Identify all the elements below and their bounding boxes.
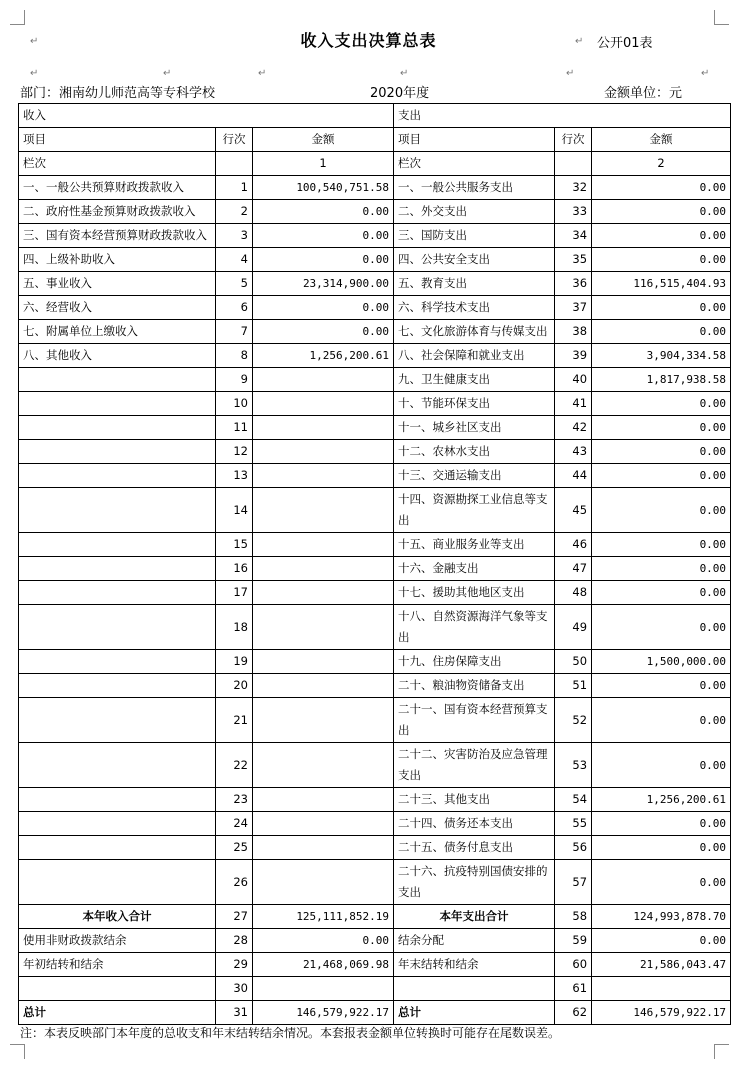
expense-line-header: 行次	[555, 128, 592, 152]
income-amount: 0.00	[253, 200, 394, 224]
income-amount	[253, 836, 394, 860]
table-row	[19, 698, 731, 743]
income-expense-table	[18, 103, 731, 1025]
income-amount	[253, 977, 394, 1001]
table-row	[19, 296, 731, 320]
income-item-header: 项目	[19, 128, 216, 152]
income-line-number: 23	[216, 788, 253, 812]
amount-unit: 金额单位：元	[604, 86, 683, 101]
expense-line-number: 43	[555, 440, 592, 464]
expense-grand-total-amount: 146,579,922.17	[592, 1001, 731, 1025]
table-row	[19, 224, 731, 248]
expense-line-number: 51	[555, 674, 592, 698]
income-item-label	[19, 557, 216, 581]
crop-mark-bottom-left	[10, 1044, 25, 1059]
department-label: 部门：湘南幼儿师范高等专科学校	[20, 86, 216, 101]
income-item-label	[19, 440, 216, 464]
income-item-label	[19, 533, 216, 557]
income-total-label: 本年收入合计	[19, 905, 216, 929]
expense-item-label: 十八、自然资源海洋气象等支出	[394, 605, 555, 650]
paragraph-mark-icon: ↵	[30, 36, 39, 47]
expense-item-label: 十一、城乡社区支出	[394, 416, 555, 440]
income-amount	[253, 581, 394, 605]
expense-amount: 116,515,404.93	[592, 272, 731, 296]
expense-grand-total-label: 总计	[394, 1001, 555, 1025]
expense-amount-header: 金额	[592, 128, 731, 152]
income-item-label	[19, 650, 216, 674]
paragraph-mark-icon: ↵	[400, 68, 409, 79]
income-line-number: 12	[216, 440, 253, 464]
income-line-number: 3	[216, 224, 253, 248]
income-item-label	[19, 488, 216, 533]
income-line-number: 30	[216, 977, 253, 1001]
table-row	[19, 812, 731, 836]
income-amount	[253, 392, 394, 416]
income-item-label: 七、附属单位上缴收入	[19, 320, 216, 344]
income-item-label: 使用非财政拨款结余	[19, 929, 216, 953]
income-item-label: 二、政府性基金预算财政拨款收入	[19, 200, 216, 224]
income-item-label	[19, 860, 216, 905]
expense-amount: 0.00	[592, 392, 731, 416]
income-item-label	[19, 605, 216, 650]
income-line-number: 19	[216, 650, 253, 674]
income-line-number: 5	[216, 272, 253, 296]
income-line-number: 29	[216, 953, 253, 977]
income-line-number: 14	[216, 488, 253, 533]
income-amount	[253, 464, 394, 488]
income-item-label	[19, 812, 216, 836]
income-item-label	[19, 743, 216, 788]
income-amount	[253, 860, 394, 905]
income-amount	[253, 812, 394, 836]
crop-mark-bottom-right	[714, 1044, 729, 1059]
income-grand-total-label: 总计	[19, 1001, 216, 1025]
income-amount: 0.00	[253, 248, 394, 272]
expense-amount	[592, 977, 731, 1001]
income-amount: 21,468,069.98	[253, 953, 394, 977]
expense-amount: 21,586,043.47	[592, 953, 731, 977]
income-line-number: 13	[216, 464, 253, 488]
income-amount	[253, 743, 394, 788]
expense-amount: 0.00	[592, 581, 731, 605]
expense-amount: 0.00	[592, 296, 731, 320]
income-amount	[253, 788, 394, 812]
expense-line-number: 33	[555, 200, 592, 224]
table-row	[19, 344, 731, 368]
expense-item-label: 十、节能环保支出	[394, 392, 555, 416]
income-amount: 0.00	[253, 320, 394, 344]
expense-column-label: 栏次	[394, 152, 555, 176]
income-item-label: 五、事业收入	[19, 272, 216, 296]
income-section-header: 收入	[19, 104, 394, 128]
income-line-number: 9	[216, 368, 253, 392]
table-row	[19, 440, 731, 464]
expense-item-label: 二、外交支出	[394, 200, 555, 224]
expense-line-number: 40	[555, 368, 592, 392]
paragraph-mark-icon: ↵	[163, 68, 172, 79]
expense-total-label: 本年支出合计	[394, 905, 555, 929]
expense-line-number: 47	[555, 557, 592, 581]
paragraph-mark-icon: ↵	[701, 68, 710, 79]
expense-amount: 0.00	[592, 743, 731, 788]
expense-amount: 0.00	[592, 812, 731, 836]
income-grand-total-line: 31	[216, 1001, 253, 1025]
expense-amount: 0.00	[592, 488, 731, 533]
table-row	[19, 953, 731, 977]
expense-item-label: 十七、援助其他地区支出	[394, 581, 555, 605]
income-item-label	[19, 836, 216, 860]
income-amount	[253, 698, 394, 743]
income-amount: 23,314,900.00	[253, 272, 394, 296]
expense-item-label: 二十三、其他支出	[394, 788, 555, 812]
expense-line-number: 38	[555, 320, 592, 344]
income-line-number: 20	[216, 674, 253, 698]
expense-line-number: 59	[555, 929, 592, 953]
expense-item-label: 二十六、抗疫特别国债安排的支出	[394, 860, 555, 905]
expense-line-number: 36	[555, 272, 592, 296]
income-line-number: 26	[216, 860, 253, 905]
income-line-number: 17	[216, 581, 253, 605]
expense-line-number: 41	[555, 392, 592, 416]
income-item-label: 年初结转和结余	[19, 953, 216, 977]
footnote: 注：本表反映部门本年度的总收支和年末结转结余情况。本套报表金额单位转换时可能存在尾数误差。	[20, 1026, 561, 1040]
expense-line-number: 45	[555, 488, 592, 533]
income-item-label: 六、经营收入	[19, 296, 216, 320]
income-amount	[253, 440, 394, 464]
table-row	[19, 464, 731, 488]
table-row	[19, 488, 731, 533]
expense-total-line: 58	[555, 905, 592, 929]
expense-item-label: 一、一般公共服务支出	[394, 176, 555, 200]
table-row	[19, 581, 731, 605]
income-line-number: 24	[216, 812, 253, 836]
income-item-label: 四、上级补助收入	[19, 248, 216, 272]
expense-amount: 0.00	[592, 200, 731, 224]
table-row	[19, 743, 731, 788]
page-title: 收入支出决算总表	[300, 31, 437, 50]
expense-line-number: 42	[555, 416, 592, 440]
expense-item-label	[394, 977, 555, 1001]
expense-line-number: 55	[555, 812, 592, 836]
income-item-label: 三、国有资本经营预算财政拨款收入	[19, 224, 216, 248]
grand-total-row	[19, 1001, 731, 1025]
income-item-label	[19, 464, 216, 488]
table-row	[19, 200, 731, 224]
expense-amount: 0.00	[592, 836, 731, 860]
expense-section-header: 支出	[394, 104, 731, 128]
income-amount	[253, 368, 394, 392]
expense-amount: 0.00	[592, 248, 731, 272]
paragraph-mark-icon: ↵	[566, 68, 575, 79]
crop-mark-top-left	[10, 10, 25, 25]
table-row	[19, 860, 731, 905]
expense-item-label: 八、社会保障和就业支出	[394, 344, 555, 368]
expense-column-index: 2	[592, 152, 731, 176]
income-line-number: 18	[216, 605, 253, 650]
income-amount	[253, 416, 394, 440]
income-item-label	[19, 581, 216, 605]
income-item-label: 一、一般公共预算财政拨款收入	[19, 176, 216, 200]
expense-item-label: 十四、资源勘探工业信息等支出	[394, 488, 555, 533]
expense-grand-total-line: 62	[555, 1001, 592, 1025]
expense-item-label: 十六、金融支出	[394, 557, 555, 581]
income-item-label	[19, 698, 216, 743]
column-header-row	[19, 128, 731, 152]
table-row	[19, 272, 731, 296]
income-amount	[253, 557, 394, 581]
income-line-number: 25	[216, 836, 253, 860]
expense-item-label: 十三、交通运输支出	[394, 464, 555, 488]
table-row	[19, 836, 731, 860]
expense-line-number: 32	[555, 176, 592, 200]
income-grand-total-amount: 146,579,922.17	[253, 1001, 394, 1025]
expense-item-label: 十二、农林水支出	[394, 440, 555, 464]
table-row	[19, 650, 731, 674]
income-amount	[253, 488, 394, 533]
expense-amount: 0.00	[592, 533, 731, 557]
income-line-number: 21	[216, 698, 253, 743]
expense-item-label: 二十、粮油物资储备支出	[394, 674, 555, 698]
income-column-index: 1	[253, 152, 394, 176]
expense-amount: 0.00	[592, 929, 731, 953]
income-item-label	[19, 392, 216, 416]
expense-amount: 1,817,938.58	[592, 368, 731, 392]
income-line-number: 22	[216, 743, 253, 788]
table-row	[19, 533, 731, 557]
section-header-row	[19, 104, 731, 128]
expense-item-label: 结余分配	[394, 929, 555, 953]
expense-line-number: 46	[555, 533, 592, 557]
paragraph-mark-icon: ↵	[30, 68, 39, 79]
table-row	[19, 392, 731, 416]
expense-item-label: 七、文化旅游体育与传媒支出	[394, 320, 555, 344]
income-amount: 0.00	[253, 929, 394, 953]
expense-amount: 0.00	[592, 464, 731, 488]
expense-amount: 1,256,200.61	[592, 788, 731, 812]
expense-line-number: 48	[555, 581, 592, 605]
fiscal-year: 2020年度	[370, 86, 430, 101]
income-line-number: 8	[216, 344, 253, 368]
expense-item-label: 二十五、债务付息支出	[394, 836, 555, 860]
expense-amount: 0.00	[592, 557, 731, 581]
expense-item-label: 十九、住房保障支出	[394, 650, 555, 674]
table-row	[19, 248, 731, 272]
column-index-row	[19, 152, 731, 176]
income-line-number: 28	[216, 929, 253, 953]
expense-line-number: 34	[555, 224, 592, 248]
expense-item-label: 三、国防支出	[394, 224, 555, 248]
expense-item-label: 六、科学技术支出	[394, 296, 555, 320]
expense-amount: 3,904,334.58	[592, 344, 731, 368]
income-line-number: 4	[216, 248, 253, 272]
income-line-header: 行次	[216, 128, 253, 152]
crop-mark-top-right	[714, 10, 729, 25]
expense-amount: 0.00	[592, 440, 731, 464]
income-item-label	[19, 788, 216, 812]
income-column-label: 栏次	[19, 152, 216, 176]
expense-item-label: 五、教育支出	[394, 272, 555, 296]
expense-amount: 0.00	[592, 176, 731, 200]
income-item-label	[19, 977, 216, 1001]
table-row	[19, 368, 731, 392]
table-row	[19, 557, 731, 581]
table-row	[19, 320, 731, 344]
expense-line-number: 56	[555, 836, 592, 860]
income-amount: 0.00	[253, 224, 394, 248]
expense-item-label: 年末结转和结余	[394, 953, 555, 977]
income-amount: 0.00	[253, 296, 394, 320]
income-item-label: 八、其他收入	[19, 344, 216, 368]
expense-item-header: 项目	[394, 128, 555, 152]
income-line-blank	[216, 152, 253, 176]
table-row	[19, 929, 731, 953]
expense-item-label: 二十二、灾害防治及应急管理支出	[394, 743, 555, 788]
table-row	[19, 605, 731, 650]
income-line-number: 11	[216, 416, 253, 440]
paragraph-mark-icon: ↵	[258, 68, 267, 79]
expense-line-number: 50	[555, 650, 592, 674]
expense-item-label: 九、卫生健康支出	[394, 368, 555, 392]
expense-amount: 0.00	[592, 320, 731, 344]
income-total-line: 27	[216, 905, 253, 929]
income-item-label	[19, 674, 216, 698]
expense-amount: 0.00	[592, 860, 731, 905]
expense-line-number: 53	[555, 743, 592, 788]
table-row	[19, 416, 731, 440]
expense-item-label: 二十一、国有资本经营预算支出	[394, 698, 555, 743]
expense-amount: 0.00	[592, 605, 731, 650]
expense-total-amount: 124,993,878.70	[592, 905, 731, 929]
expense-amount: 0.00	[592, 416, 731, 440]
income-amount: 1,256,200.61	[253, 344, 394, 368]
income-amount-header: 金额	[253, 128, 394, 152]
income-line-number: 7	[216, 320, 253, 344]
income-amount: 100,540,751.58	[253, 176, 394, 200]
income-line-number: 16	[216, 557, 253, 581]
expense-amount: 0.00	[592, 224, 731, 248]
expense-amount: 0.00	[592, 698, 731, 743]
income-amount	[253, 650, 394, 674]
expense-line-number: 44	[555, 464, 592, 488]
expense-amount: 0.00	[592, 674, 731, 698]
expense-line-number: 57	[555, 860, 592, 905]
paragraph-mark-icon: ↵	[575, 36, 584, 47]
expense-amount: 1,500,000.00	[592, 650, 731, 674]
expense-line-number: 52	[555, 698, 592, 743]
income-line-number: 15	[216, 533, 253, 557]
income-amount	[253, 533, 394, 557]
table-row	[19, 977, 731, 1001]
income-amount	[253, 605, 394, 650]
table-row	[19, 788, 731, 812]
income-line-number: 6	[216, 296, 253, 320]
income-line-number: 10	[216, 392, 253, 416]
income-item-label	[19, 416, 216, 440]
income-total-amount: 125,111,852.19	[253, 905, 394, 929]
expense-line-number: 35	[555, 248, 592, 272]
table-row	[19, 176, 731, 200]
expense-line-number: 61	[555, 977, 592, 1001]
form-number: 公开01表	[597, 36, 653, 51]
expense-line-blank	[555, 152, 592, 176]
expense-line-number: 60	[555, 953, 592, 977]
expense-line-number: 37	[555, 296, 592, 320]
income-line-number: 2	[216, 200, 253, 224]
annual-total-row	[19, 905, 731, 929]
table-row	[19, 674, 731, 698]
expense-item-label: 二十四、债务还本支出	[394, 812, 555, 836]
expense-line-number: 39	[555, 344, 592, 368]
expense-line-number: 49	[555, 605, 592, 650]
expense-item-label: 十五、商业服务业等支出	[394, 533, 555, 557]
expense-line-number: 54	[555, 788, 592, 812]
expense-item-label: 四、公共安全支出	[394, 248, 555, 272]
income-line-number: 1	[216, 176, 253, 200]
income-item-label	[19, 368, 216, 392]
income-amount	[253, 674, 394, 698]
